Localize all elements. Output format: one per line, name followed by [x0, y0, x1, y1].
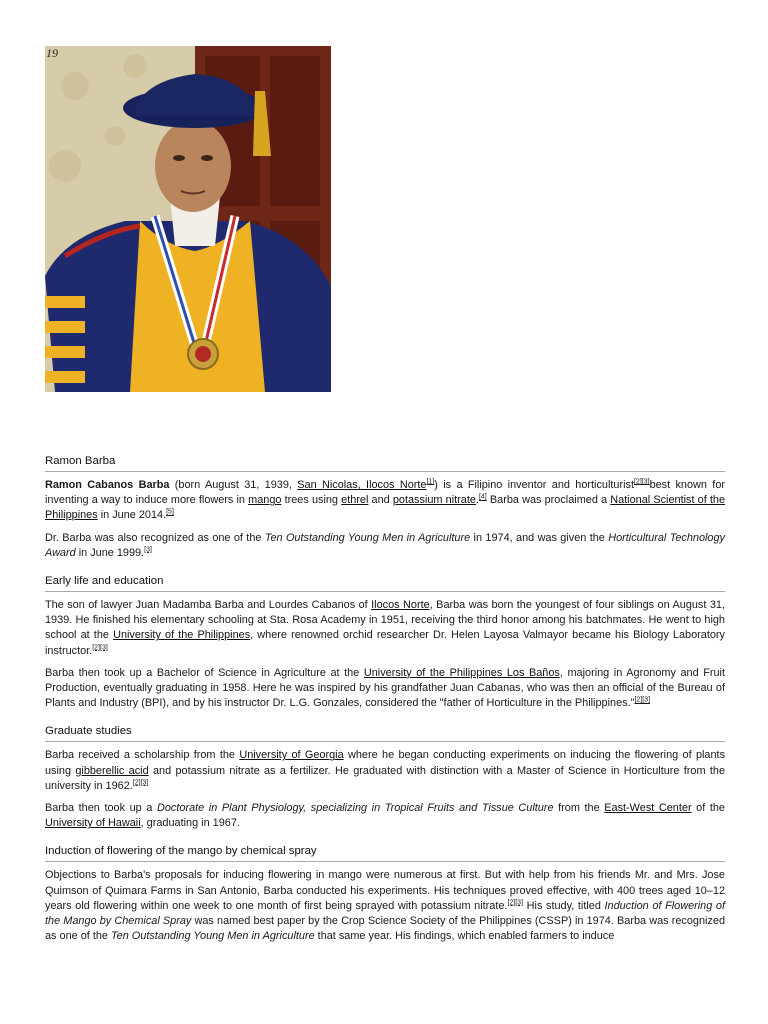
section-heading: Induction of flowering of the mango by chemical spray [45, 844, 725, 862]
text: (born August 31, 1939, [169, 479, 298, 491]
citation-ref[interactable]: [2][3] [92, 644, 108, 651]
link-university-of-georgia[interactable]: University of Georgia [239, 749, 344, 762]
citation-ref[interactable]: [4] [478, 493, 487, 501]
section-induction [45, 844, 725, 944]
section-early-life [45, 574, 725, 711]
text: , Barba was born the youngest of four siblings on August 31, 1939. He finished his elementary schooling at Sta. Rosa Academy in 1951, receiving the third honor among his batchmates. He went to high school at the [45, 599, 725, 642]
link-potassium-nitrate[interactable]: potassium nitrate [392, 494, 476, 507]
text: , graduating in 1967. [140, 817, 240, 830]
text: that same year. His findings, which enabled farmers to induce [314, 930, 615, 943]
text: Barba received a scholarship from the [45, 749, 240, 762]
text: . [475, 494, 479, 507]
citation-ref[interactable]: [5] [166, 508, 174, 516]
link-ilocos-norte[interactable]: Ilocos Norte [371, 599, 430, 612]
text: and [368, 494, 393, 507]
text: in 1974, and was given the [470, 531, 609, 544]
graduate-paragraph-1 [45, 748, 725, 794]
emphasis: Ten Outstanding Young Men in Agriculture [111, 930, 315, 943]
link-east-west-center[interactable]: East-West Center [604, 802, 692, 815]
link-national-scientist[interactable]: National Scientist of the Philippines [45, 494, 726, 522]
early-paragraph-2 [45, 666, 725, 712]
text: trees using [281, 494, 342, 507]
text: in June 1999. [75, 546, 145, 559]
text: of the [691, 802, 725, 815]
citation-ref[interactable]: [2][3] [633, 478, 650, 486]
text: where he began conducting experiments on inducing the flowering of plants using [45, 749, 726, 777]
section-heading: Early life and education [45, 574, 725, 592]
text: Objections to Barba's proposals for inducing flowering in mango were numerous at first. But with help from his friends Mr. and Mrs. Jose Quimson of Quimara Farms in San Antonio, Barba conducted his experiments. His techniques proved effective, with 400 trees aged 10–12 years old flowering within one week to one month of first being sprayed with potassium nitrate. [45, 869, 725, 912]
emphasis: Horticultural Technology Award [45, 531, 725, 559]
link-university-of-hawaii[interactable]: University of Hawaii [45, 817, 141, 830]
link-gibberellic-acid[interactable]: gibberellic acid [75, 764, 149, 777]
citation-ref[interactable]: [2][3] [132, 779, 149, 787]
subject-name: Ramon Cabanos Barba [45, 479, 170, 491]
citation-ref[interactable]: [3] [144, 546, 152, 554]
emphasis: Doctorate in Plant Physiology, specializing in Tropical Fruits and Tissue Culture [157, 802, 554, 815]
page-number: 19 [46, 46, 58, 60]
emphasis: Induction of Flowering of the Mango by Chemical Spray [45, 899, 725, 928]
intro-paragraph-1 [45, 478, 725, 524]
text: Barba was proclaimed a [486, 494, 611, 507]
graduate-paragraph-2 [45, 801, 725, 831]
text: Barba then took up a Bachelor of Science in Agriculture at the [45, 666, 364, 679]
text: The son of lawyer Juan Madamba Barba and Lourdes Cabanos of [45, 599, 372, 612]
text: , majoring in Agronomy and Fruit Production, eventually graduating in 1958. Here he was inspired by his grandfather Juan Cabanas, who was then an official of the Bureau of Plants and Industry (BPI), and by his instructor Dr. L.G. Gonzales, considered the "father of Horticulture in the Philippines." [45, 666, 725, 710]
text: Barba then took up a [45, 802, 157, 815]
article-title: Ramon Barba [45, 454, 725, 472]
early-paragraph-1 [45, 598, 725, 659]
citation-ref[interactable]: [2][3] [507, 899, 524, 907]
text: ) is a Filipino inventor and horticulturist [434, 479, 634, 491]
text: , where renowned orchid researcher Dr. Helen Layosa Valmayor became his Biology Laboratory instructor. [45, 629, 725, 657]
citation-ref[interactable]: [2][3] [634, 696, 651, 704]
section-graduate-studies [45, 724, 725, 831]
section-heading: Graduate studies [45, 724, 725, 742]
text: His study, titled [523, 899, 605, 912]
text: best known for inventing a way to induce more flowers in [45, 479, 726, 507]
article-body [45, 454, 725, 951]
link-mango[interactable]: mango [248, 494, 282, 507]
link-ethrel[interactable]: ethrel [341, 494, 369, 507]
emphasis: Ten Outstanding Young Men in Agriculture [264, 531, 471, 544]
text: was named best paper by the Crop Science Society of the Philippines (CSSP) in 1974. Barba was recognized as one of the [45, 915, 725, 943]
text: and potassium nitrate as a fertilizer. He graduated with distinction with a Master of Science in Horticulture from the university in 1962. [45, 764, 725, 792]
text: from the [553, 802, 605, 815]
intro-paragraph-2 [45, 531, 725, 561]
induction-paragraph-1 [45, 868, 725, 944]
portrait-photo [45, 46, 331, 392]
link-up-los-banos[interactable]: University of the Philippines Los Baños [363, 666, 560, 679]
text: Dr. Barba was also recognized as one of the [45, 531, 265, 544]
link-university-of-the-philippines[interactable]: University of the Philippines [113, 629, 251, 642]
link-san-nicolas[interactable]: San Nicolas, Ilocos Norte [297, 479, 427, 491]
text: in June 2014. [97, 509, 167, 522]
citation-ref[interactable]: [1] [426, 478, 435, 486]
